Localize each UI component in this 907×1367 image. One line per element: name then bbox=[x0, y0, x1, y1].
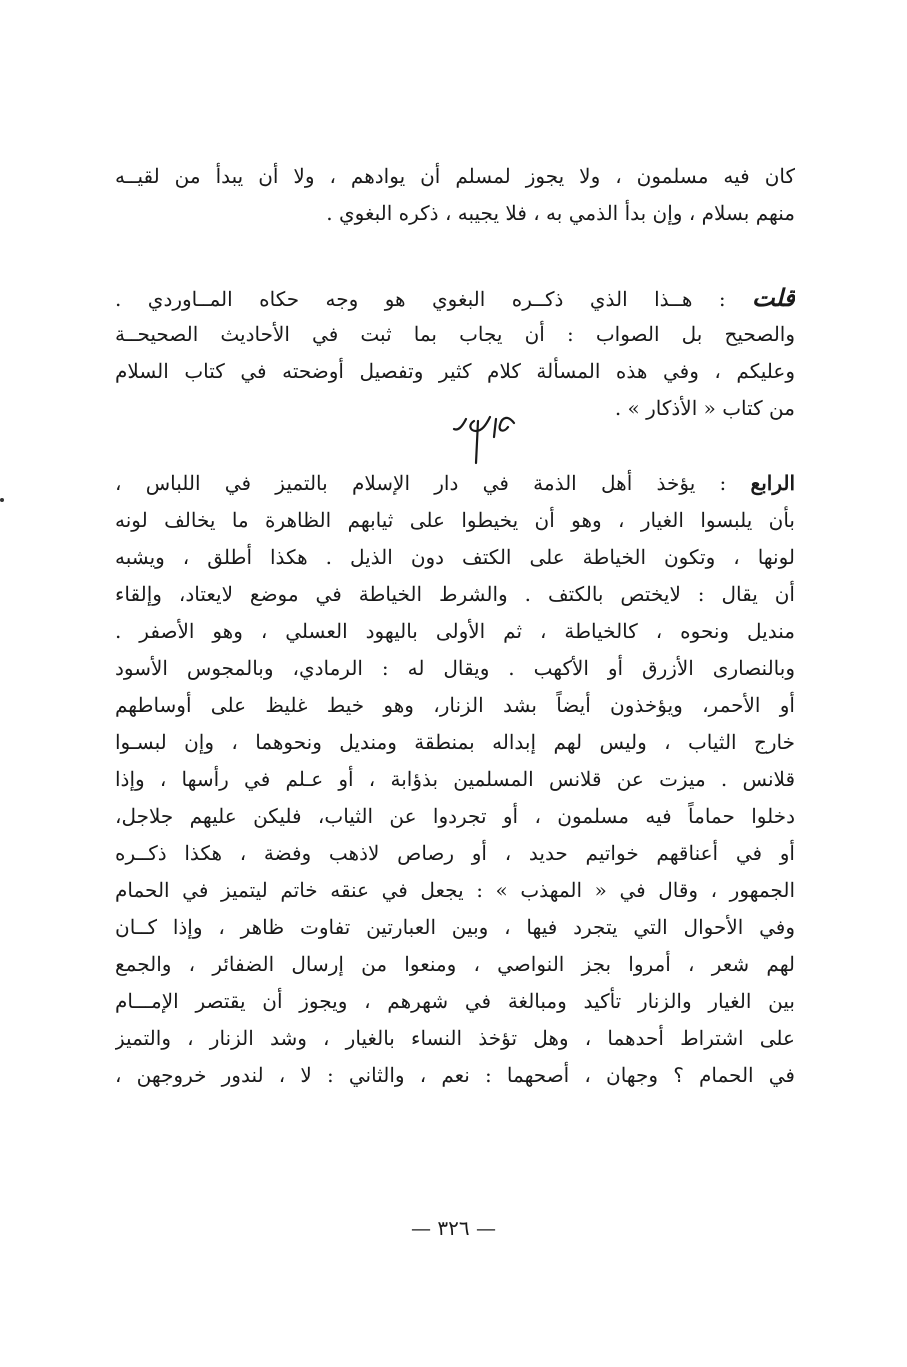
text-line: كان فيه مسلمون ، ولا يجوز لمسلم أن يوادهم ، ولا أن يبدأ من لقيــه bbox=[115, 164, 795, 188]
text-line: قلانس . ميزت عن قلانس المسلمين بذؤابة ، أو عـلم في رأسها ، وإذا bbox=[115, 767, 795, 791]
text-line bbox=[115, 279, 795, 316]
text-line: وبالنصارى الأزرق أو الأكهب . ويقال له : الرمادي، وبالمجوس الأسود bbox=[115, 656, 795, 680]
text-line: الجمهور ، وقال في « المهذب » : يجعل في عنقه خاتم ليتميز في الحمام bbox=[115, 878, 795, 902]
margin-dot bbox=[0, 498, 4, 502]
page-number: — ٣٢٦ — bbox=[411, 1216, 496, 1240]
text-line bbox=[115, 465, 795, 502]
text-line: منهم بسلام ، وإن بدأ الذمي به ، فلا يجيبه ، ذكره البغوي . bbox=[326, 201, 795, 225]
text-line-rest: : هــذا الذي ذكــره البغوي هو وجه حكاه المــاوردي . bbox=[115, 287, 753, 311]
text-line: دخلوا حماماً فيه مسلمون ، أو تجردوا عن الثياب، فليكن عليهم جلاجل، bbox=[115, 804, 795, 828]
text-line: والصحيح بل الصواب : أن يجاب بما ثبت في الأحاديث الصحيحــة bbox=[115, 322, 795, 346]
text-line: بأن يلبسوا الغيار ، وهو أن يخيطوا على ثيابهم الظاهرة ما يخالف لونه bbox=[115, 508, 795, 532]
text-line: على اشتراط أحدهما ، وهل تؤخذ النساء بالغيار ، وشد الزنار ، والتميز bbox=[115, 1026, 795, 1050]
text-line: لونها ، وتكون الخياطة على الكتف دون الذيل . هكذا أطلق ، ويشبه bbox=[115, 545, 795, 569]
text-line: بين الغيار والزنار تأكيد ومبالغة في شهرهم ، ويجوز أن يقتصر الإمـــام bbox=[115, 989, 795, 1013]
qult-lead-word: قلت bbox=[752, 283, 795, 312]
paragraph-fourth bbox=[115, 465, 795, 1094]
text-line: أو في أعناقهم خواتيم حديد ، أو رصاص لاذهب وفضة ، هكذا ذكــره bbox=[115, 841, 795, 865]
text-line: من كتاب « الأذكار » . bbox=[614, 396, 795, 420]
paragraph-continuation bbox=[115, 158, 795, 232]
handwritten-signature bbox=[452, 397, 522, 467]
text-line: أو الأحمر، ويؤخذون أيضاً بشد الزنار، وهو خيط غليظ على أوساطهم bbox=[115, 693, 795, 717]
text-line: وعليكم ، وفي هذه المسألة كلام كثير وتفصيل أوضحته في كتاب السلام bbox=[115, 359, 795, 383]
text-line: أن يقال : لايختص بالكتف . والشرط الخياطة في موضع لايعتاد، وإلقاء bbox=[115, 582, 795, 606]
text-line: منديل ونحوه ، كالخياطة ، ثم الأولى باليهود العسلي ، وهو الأصفر . bbox=[115, 619, 795, 643]
text-line: وفي الأحوال التي يتجرد فيها ، وبين العبارتين تفاوت ظاهر ، وإذا كــان bbox=[115, 915, 795, 939]
text-line-rest: : يؤخذ أهل الذمة في دار الإسلام بالتميز في اللباس ، bbox=[115, 471, 751, 495]
text-line: لهم شعر ، أمروا بجز النواصي ، ومنعوا من إرسال الضفائر ، والجمع bbox=[115, 952, 795, 976]
text-line: في الحمام ؟ وجهان ، أصحهما : نعم ، والثاني : لا ، لندور خروجهن ، bbox=[115, 1063, 795, 1087]
text-line: خارج الثياب ، وليس لهم إبداله بمنطقة ومنديل ونحوهما ، وإن لبسـوا bbox=[115, 730, 795, 754]
fourth-lead-word: الرابع bbox=[750, 471, 795, 495]
